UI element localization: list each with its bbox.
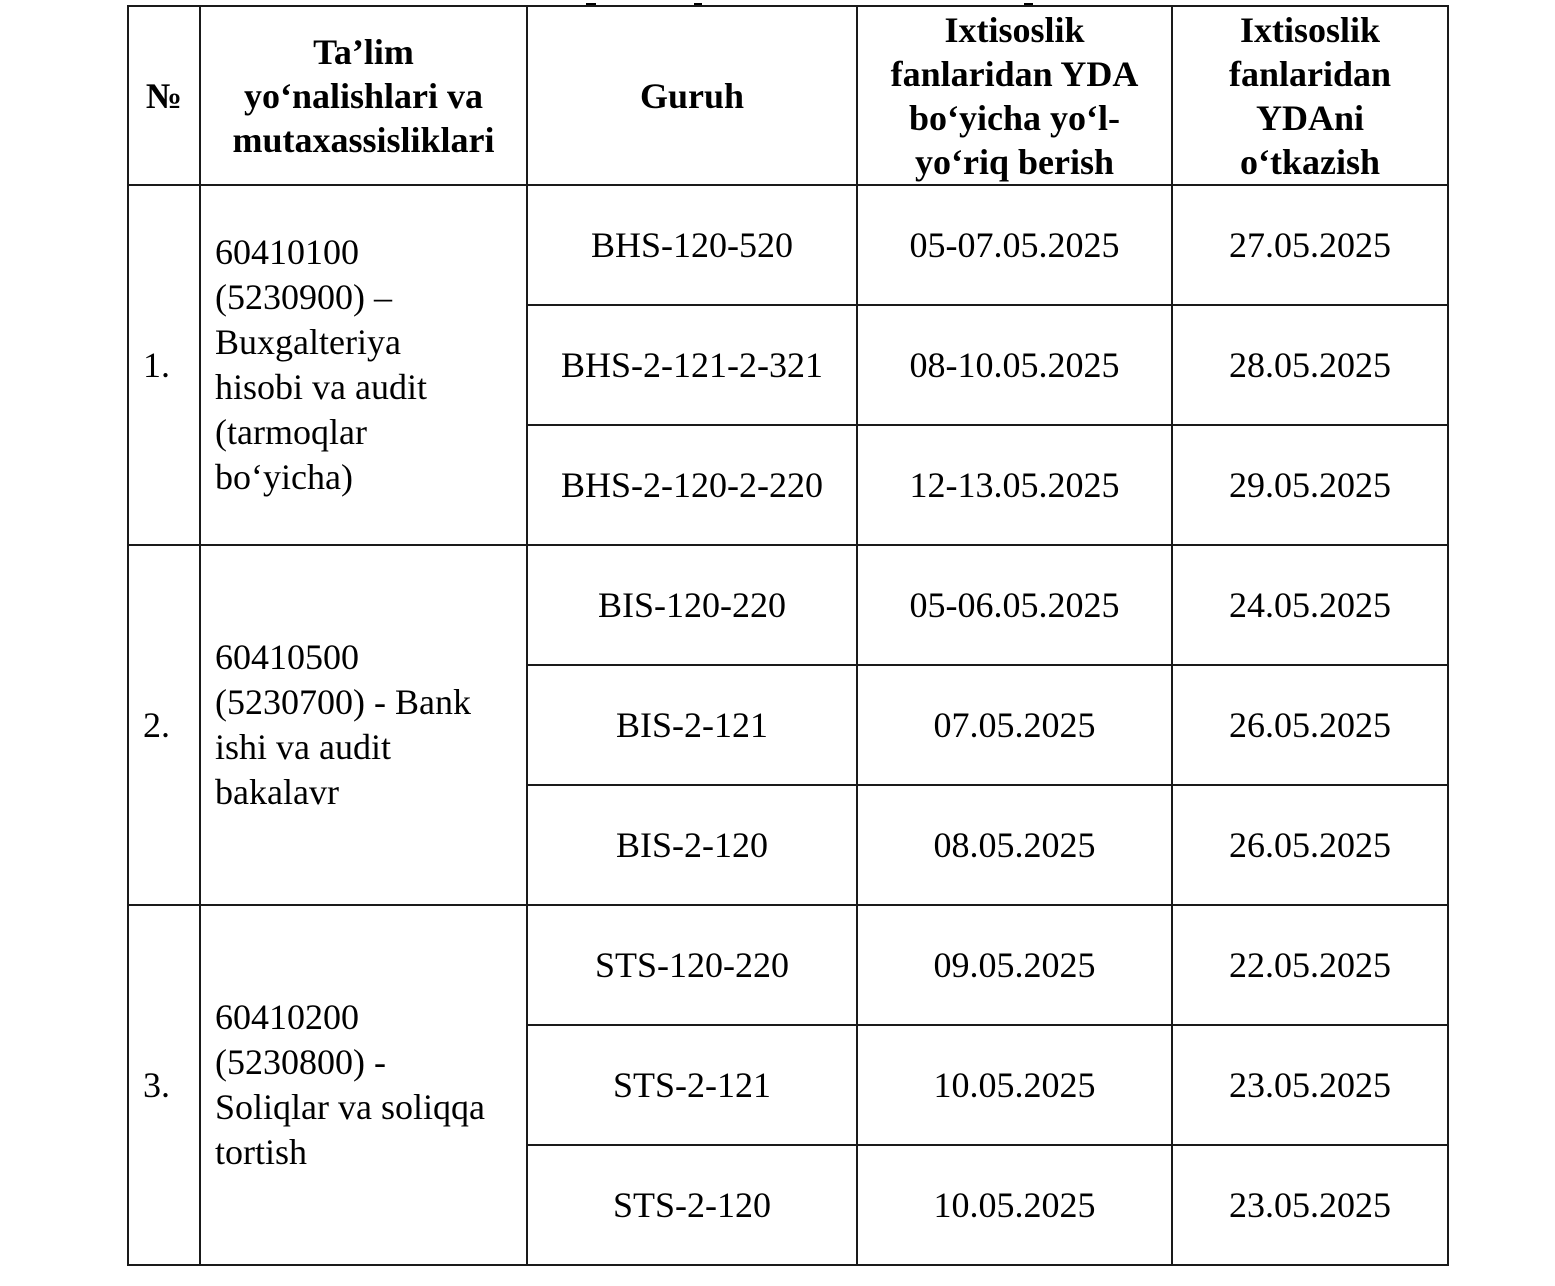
specialty-line: bakalavr bbox=[215, 772, 339, 812]
section-number: 3. bbox=[128, 905, 200, 1265]
exam-date-cell: 26.05.2025 bbox=[1172, 785, 1448, 905]
table-row bbox=[128, 185, 1448, 305]
exam-date-cell: 27.05.2025 bbox=[1172, 185, 1448, 305]
header-specialty-line: Ta’lim bbox=[313, 31, 414, 72]
group-cell: BHS-2-120-2-220 bbox=[527, 425, 857, 545]
header-guidance-line: Ixtisoslik bbox=[944, 9, 1085, 50]
header-specialty-line: yo‘nalishlari va bbox=[243, 75, 484, 116]
specialty-line: Buxgalteriya bbox=[215, 322, 401, 362]
exam-date-cell: 22.05.2025 bbox=[1172, 905, 1448, 1025]
group-cell: BHS-120-520 bbox=[527, 185, 857, 305]
header-specialty bbox=[200, 6, 527, 185]
specialty-cell bbox=[200, 185, 527, 545]
group-cell: BIS-2-121 bbox=[527, 665, 857, 785]
exam-schedule-table bbox=[127, 5, 1449, 1266]
guidance-date-cell: 08-10.05.2025 bbox=[857, 305, 1172, 425]
section-number: 1. bbox=[128, 185, 200, 545]
specialty-line: (5230700) - Bank bbox=[215, 682, 471, 722]
table-row bbox=[128, 905, 1448, 1025]
guidance-date-cell: 07.05.2025 bbox=[857, 665, 1172, 785]
table-row bbox=[128, 545, 1448, 665]
header-number: № bbox=[128, 6, 200, 185]
specialty-line: 60410200 bbox=[215, 997, 359, 1037]
group-cell: BHS-2-121-2-321 bbox=[527, 305, 857, 425]
guidance-date-cell: 08.05.2025 bbox=[857, 785, 1172, 905]
specialty-cell bbox=[200, 545, 527, 905]
exam-date-cell: 29.05.2025 bbox=[1172, 425, 1448, 545]
guidance-date-cell: 09.05.2025 bbox=[857, 905, 1172, 1025]
group-cell: STS-2-120 bbox=[527, 1145, 857, 1265]
header-row bbox=[128, 6, 1448, 185]
exam-date-cell: 28.05.2025 bbox=[1172, 305, 1448, 425]
specialty-line: (5230900) – bbox=[215, 277, 392, 317]
exam-date-cell: 24.05.2025 bbox=[1172, 545, 1448, 665]
specialty-line: (tarmoqlar bbox=[215, 412, 367, 452]
specialty-line: (5230800) - bbox=[215, 1042, 386, 1082]
group-cell: STS-120-220 bbox=[527, 905, 857, 1025]
specialty-line: hisobi va audit bbox=[215, 367, 427, 407]
header-guidance-line: fanlaridan YDA bbox=[890, 53, 1139, 94]
group-cell: BIS-120-220 bbox=[527, 545, 857, 665]
specialty-line: 60410500 bbox=[215, 637, 359, 677]
guidance-date-cell: 05-07.05.2025 bbox=[857, 185, 1172, 305]
specialty-line: ishi va audit bbox=[215, 727, 391, 767]
header-specialty-line: mutaxassisliklari bbox=[232, 119, 495, 160]
header-exam-line: Ixtisoslik bbox=[1239, 9, 1381, 50]
guidance-date-cell: 05-06.05.2025 bbox=[857, 545, 1172, 665]
header-exam bbox=[1172, 6, 1448, 185]
specialty-line: 60410100 bbox=[215, 232, 359, 272]
group-cell: STS-2-121 bbox=[527, 1025, 857, 1145]
header-guidance bbox=[857, 6, 1172, 185]
section-number: 2. bbox=[128, 545, 200, 905]
specialty-cell bbox=[200, 905, 527, 1265]
guidance-date-cell: 10.05.2025 bbox=[857, 1025, 1172, 1145]
header-exam-line: fanlaridan bbox=[1228, 53, 1392, 94]
exam-date-cell: 26.05.2025 bbox=[1172, 665, 1448, 785]
header-guidance-line: yo‘riq berish bbox=[914, 141, 1114, 182]
specialty-line: tortish bbox=[215, 1132, 308, 1172]
group-cell: BIS-2-120 bbox=[527, 785, 857, 905]
specialty-line: Soliqlar va soliqqa bbox=[215, 1087, 485, 1127]
header-guidance-line: bo‘yicha yo‘l- bbox=[909, 97, 1120, 138]
guidance-date-cell: 10.05.2025 bbox=[857, 1145, 1172, 1265]
guidance-date-cell: 12-13.05.2025 bbox=[857, 425, 1172, 545]
specialty-line: bo‘yicha) bbox=[215, 457, 353, 497]
exam-date-cell: 23.05.2025 bbox=[1172, 1145, 1448, 1265]
header-group: Guruh bbox=[527, 6, 857, 185]
header-exam-line: YDAni bbox=[1255, 97, 1365, 138]
header-exam-line: o‘tkazish bbox=[1239, 141, 1380, 182]
exam-date-cell: 23.05.2025 bbox=[1172, 1025, 1448, 1145]
